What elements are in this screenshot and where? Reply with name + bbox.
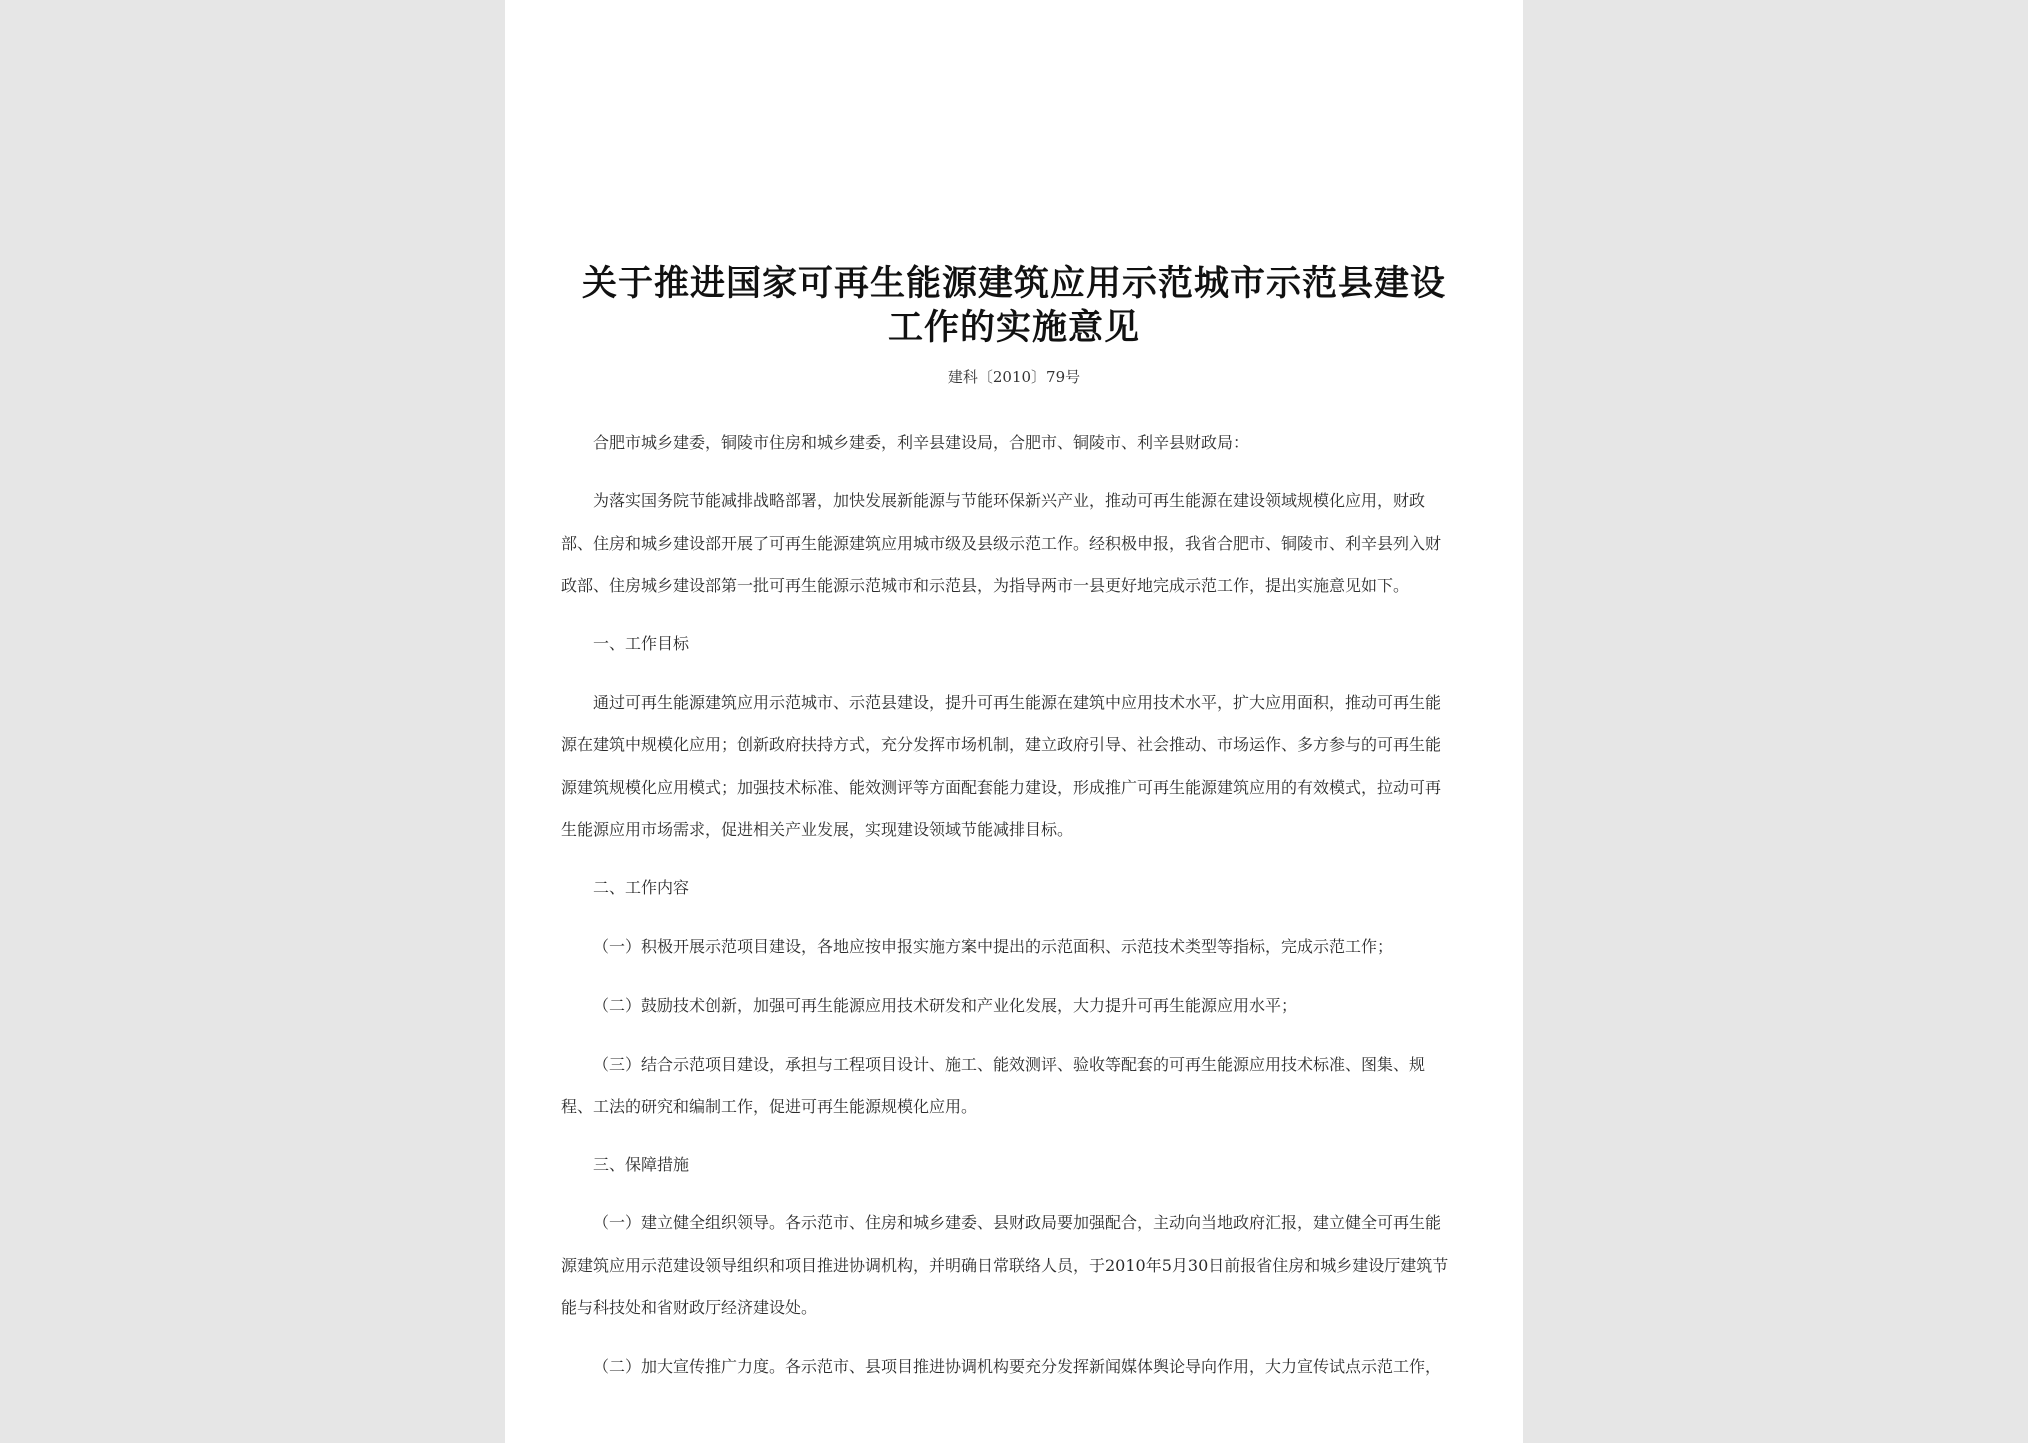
section-3-heading: 三、保障措施: [593, 1155, 690, 1174]
section-3-item-1-line-2: 源建筑应用示范建设领导组织和项目推进协调机构，并明确日常联络人员，于2010年5月30日前报省住房和城乡建设厅建筑节: [561, 1256, 1449, 1275]
section-1-line-3: 源建筑规模化应用模式；加强技术标准、能效测评等方面配套能力建设，形成推广可再生能源建筑应用的有效模式，拉动可再: [561, 778, 1442, 797]
section-2-item-1: （一）积极开展示范项目建设，各地应按申报实施方案中提出的示范面积、示范技术类型等指标，完成示范工作；: [593, 937, 1394, 956]
section-1-heading: 一、工作目标: [593, 634, 690, 653]
title-line-1: 关于推进国家可再生能源建筑应用示范城市示范县建设: [581, 263, 1446, 304]
section-2-item-3-line-2: 程、工法的研究和编制工作，促进可再生能源规模化应用。: [561, 1097, 978, 1116]
section-3-item-1-line-1: （一）建立健全组织领导。各示范市、住房和城乡建委、县财政局要加强配合，主动向当地政府汇报，建立健全可再生能: [593, 1213, 1442, 1232]
addressee-line: 合肥市城乡建委，铜陵市住房和城乡建委，利辛县建设局，合肥市、铜陵市、利辛县财政局：: [593, 433, 1250, 452]
title-line-2: 工作的实施意见: [887, 307, 1140, 348]
section-3-item-1-line-3: 能与科技处和省财政厅经济建设处。: [561, 1298, 818, 1317]
intro-line-1: 为落实国务院节能减排战略部署，加快发展新能源与节能环保新兴产业，推动可再生能源在建设领域规模化应用，财政: [593, 491, 1426, 510]
document-title: [505, 262, 1523, 350]
section-1-line-2: 源在建筑中规模化应用；创新政府扶持方式，充分发挥市场机制，建立政府引导、社会推动、市场运作、多方参与的可再生能: [561, 735, 1442, 754]
intro-line-2: 部、住房和城乡建设部开展了可再生能源建筑应用城市级及县级示范工作。经积极申报，我省合肥市、铜陵市、利辛县列入财: [561, 534, 1442, 553]
document-number: 建科〔2010〕79号: [947, 368, 1081, 386]
document-page: [505, 0, 1523, 1443]
section-2-heading: 二、工作内容: [593, 878, 690, 897]
section-3-item-2-line-1: （二）加大宣传推广力度。各示范市、县项目推进协调机构要充分发挥新闻媒体舆论导向作用，大力宣传试点示范工作，: [593, 1357, 1442, 1376]
section-2-item-3-line-1: （三）结合示范项目建设，承担与工程项目设计、施工、能效测评、验收等配套的可再生能源应用技术标准、图集、规: [593, 1055, 1426, 1074]
section-2-item-2: （二）鼓励技术创新，加强可再生能源应用技术研发和产业化发展，大力提升可再生能源应用水平；: [593, 996, 1298, 1015]
section-1-line-1: 通过可再生能源建筑应用示范城市、示范县建设，提升可再生能源在建筑中应用技术水平，扩大应用面积，推动可再生能: [593, 693, 1442, 712]
section-1-line-4: 生能源应用市场需求，促进相关产业发展，实现建设领域节能减排目标。: [561, 820, 1074, 839]
intro-line-3: 政部、住房城乡建设部第一批可再生能源示范城市和示范县，为指导两市一县更好地完成示范工作，提出实施意见如下。: [561, 576, 1410, 595]
